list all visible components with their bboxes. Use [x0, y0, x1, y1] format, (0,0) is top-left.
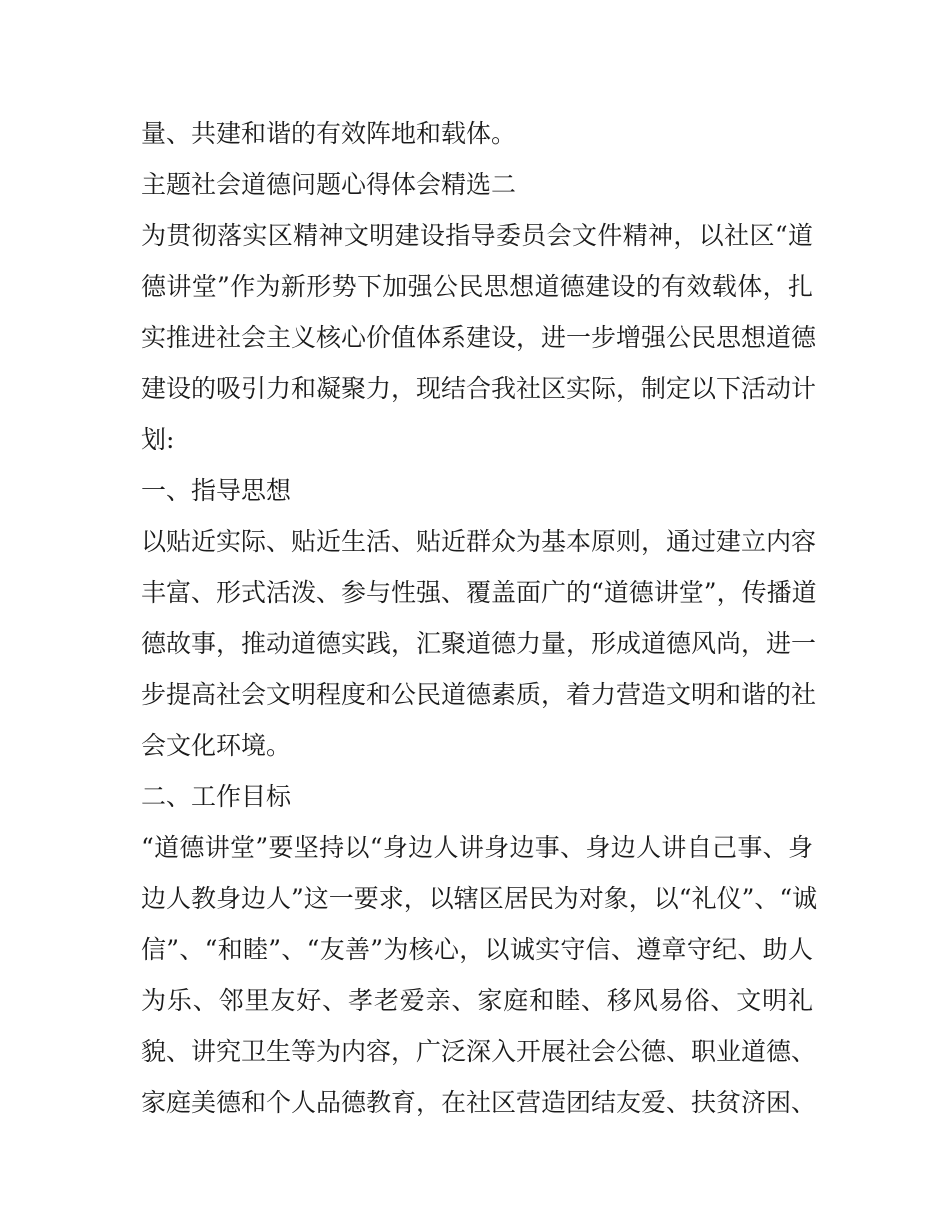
text-line-16: 边人教身边人”这一要求，以辖区居民为对象，以“礼仪”、“诚 — [141, 884, 818, 913]
heading-guiding-ideology: 一、指导思想 — [141, 476, 292, 505]
text-line-10: 丰富、形式活泼、参与性强、覆盖面广的“道德讲堂”，传播道 — [141, 578, 817, 607]
text-line-1: 量、共建和谐的有效阵地和载体。 — [141, 119, 517, 148]
section-title: 主题社会道德问题心得体会精选二 — [141, 170, 517, 199]
text-line-17: 信”、“和睦”、“友善”为核心，以诚实守信、遵章守纪、助人 — [141, 935, 813, 964]
document-body — [141, 108, 818, 1128]
text-line-20: 家庭美德和个人品德教育，在社区营造团结友爱、扶贫济困、 — [141, 1088, 817, 1117]
text-line-3: 为贯彻落实区精神文明建设指导委员会文件精神，以社区“道 — [141, 221, 813, 250]
text-line-11: 德故事，推动道德实践，汇聚道德力量，形成道德风尚，进一 — [141, 629, 817, 658]
text-line-18: 为乐、邻里友好、孝老爱亲、家庭和睦、移风易俗、文明礼 — [141, 986, 813, 1015]
text-line-9: 以贴近实际、贴近生活、贴近群众为基本原则，通过建立内容 — [141, 527, 817, 556]
text-line-7: 划: — [141, 425, 175, 454]
text-line-6: 建设的吸引力和凝聚力，现结合我社区实际，制定以下活动计 — [141, 374, 817, 403]
text-line-15: “道德讲堂”要坚持以“身边人讲身边事、身边人讲自己事、身 — [141, 833, 813, 862]
text-line-12: 步提高社会文明程度和公民道德素质，着力营造文明和谐的社 — [141, 680, 817, 709]
heading-work-goals: 二、工作目标 — [141, 782, 292, 811]
text-line-19: 貌、讲究卫生等为内容，广泛深入开展社会公德、职业道德、 — [141, 1037, 817, 1066]
text-line-5: 实推进社会主义核心价值体系建设，进一步增强公民思想道德 — [141, 323, 817, 352]
text-line-13: 会文化环境。 — [141, 731, 292, 760]
text-line-4: 德讲堂”作为新形势下加强公民思想道德建设的有效载体，扎 — [141, 272, 813, 301]
